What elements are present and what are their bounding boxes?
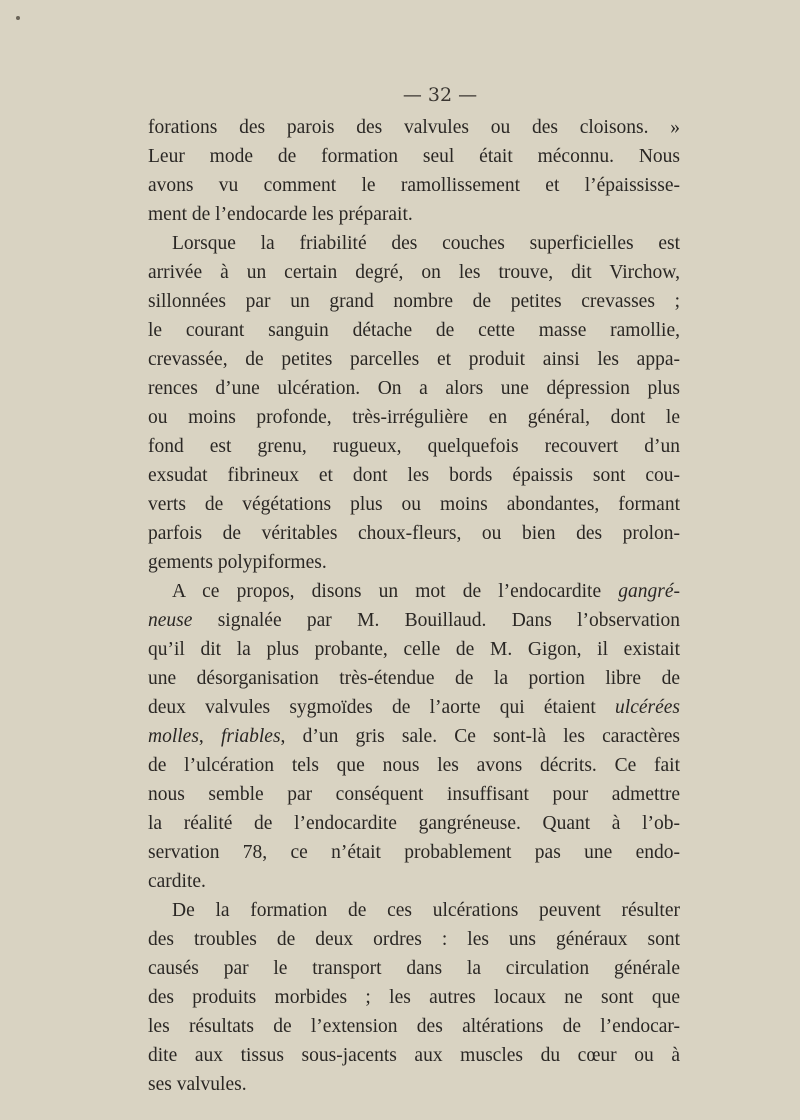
italic-text: gangré- xyxy=(618,581,680,602)
text-line: verts de végétations plus ou moins abondantes, formant xyxy=(148,494,680,515)
text-run: signalée par M. Bouillaud. Dans l’observation xyxy=(192,610,680,631)
paper-speck xyxy=(16,16,20,20)
text-line: la réalité de l’endocardite gangréneuse. Quant à l’ob- xyxy=(148,813,680,834)
italic-text: neuse xyxy=(148,610,193,631)
text-line: le courant sanguin détache de cette masse ramollie, xyxy=(148,320,680,341)
text-line xyxy=(148,577,680,606)
text-line: De la formation de ces ulcérations peuvent résulter xyxy=(172,900,680,921)
text-line: Leur mode de formation seul était méconnu. Nous xyxy=(148,146,680,167)
text-line: gements polypiformes. xyxy=(148,552,327,573)
text-line: cardite. xyxy=(148,871,206,892)
text-line: crevassée, de petites parcelles et produit ainsi les appa- xyxy=(148,349,680,370)
text-line: sillonnées par un grand nombre de petites crevasses ; xyxy=(148,291,680,312)
text-line: avons vu comment le ramollissement et l’épaississe- xyxy=(148,175,680,196)
page-number: — 32 — xyxy=(402,84,478,106)
text-line: ses valvules. xyxy=(148,1074,247,1095)
text-line: causés par le transport dans la circulation générale xyxy=(148,958,680,979)
italic-text: molles xyxy=(148,726,199,747)
text-line: forations des parois des valvules ou des cloisons. » xyxy=(148,117,680,138)
paragraph-3 xyxy=(148,577,680,896)
paragraph-2 xyxy=(148,229,680,577)
text-line: parfois de véritables choux-fleurs, ou bien des prolon- xyxy=(148,523,680,544)
paragraph-1 xyxy=(148,113,680,229)
text-line xyxy=(148,693,680,722)
text-line xyxy=(148,606,680,635)
text-line: des troubles de deux ordres : les uns généraux sont xyxy=(148,929,680,950)
text-line: nous semble par conséquent insuffisant pour admettre xyxy=(148,784,680,805)
text-line xyxy=(148,722,680,751)
text-run: , d’un gris sale. Ce sont-là les caractères xyxy=(280,726,680,747)
text-line: rences d’une ulcération. On a alors une dépression plus xyxy=(148,378,680,399)
text-run: deux valvules sygmoïdes de l’aorte qui étaient xyxy=(148,697,616,718)
body-text xyxy=(148,113,680,1099)
text-line: ou moins profonde, très-irrégulière en général, dont le xyxy=(148,407,680,428)
text-line: ment de l’endocarde les préparait. xyxy=(148,204,413,225)
text-line: des produits morbides ; les autres locaux ne sont que xyxy=(148,987,680,1008)
text-line: dite aux tissus sous-jacents aux muscles du cœur ou à xyxy=(148,1045,680,1066)
text-line: de l’ulcération tels que nous les avons décrits. Ce fait xyxy=(148,755,680,776)
paragraph-4 xyxy=(148,896,680,1099)
text-line: servation 78, ce n’était probablement pas une endo- xyxy=(148,842,680,863)
text-run: , xyxy=(198,726,221,747)
text-line: les résultats de l’extension des altérations de l’endocar- xyxy=(148,1016,680,1037)
text-line: fond est grenu, rugueux, quelquefois recouvert d’un xyxy=(148,436,680,457)
text-line: une désorganisation très-étendue de la portion libre de xyxy=(148,668,680,689)
text-run: A ce propos, disons un mot de l’endocardite xyxy=(172,581,619,602)
text-line: qu’il dit la plus probante, celle de M. Gigon, il existait xyxy=(148,639,680,660)
text-line: exsudat fibrineux et dont les bords épaissis sont cou- xyxy=(148,465,680,486)
text-line: arrivée à un certain degré, on les trouve, dit Virchow, xyxy=(148,262,680,283)
italic-text: friables xyxy=(220,726,281,747)
text-line: Lorsque la friabilité des couches superficielles est xyxy=(172,233,680,254)
italic-text: ulcérées xyxy=(615,697,680,718)
